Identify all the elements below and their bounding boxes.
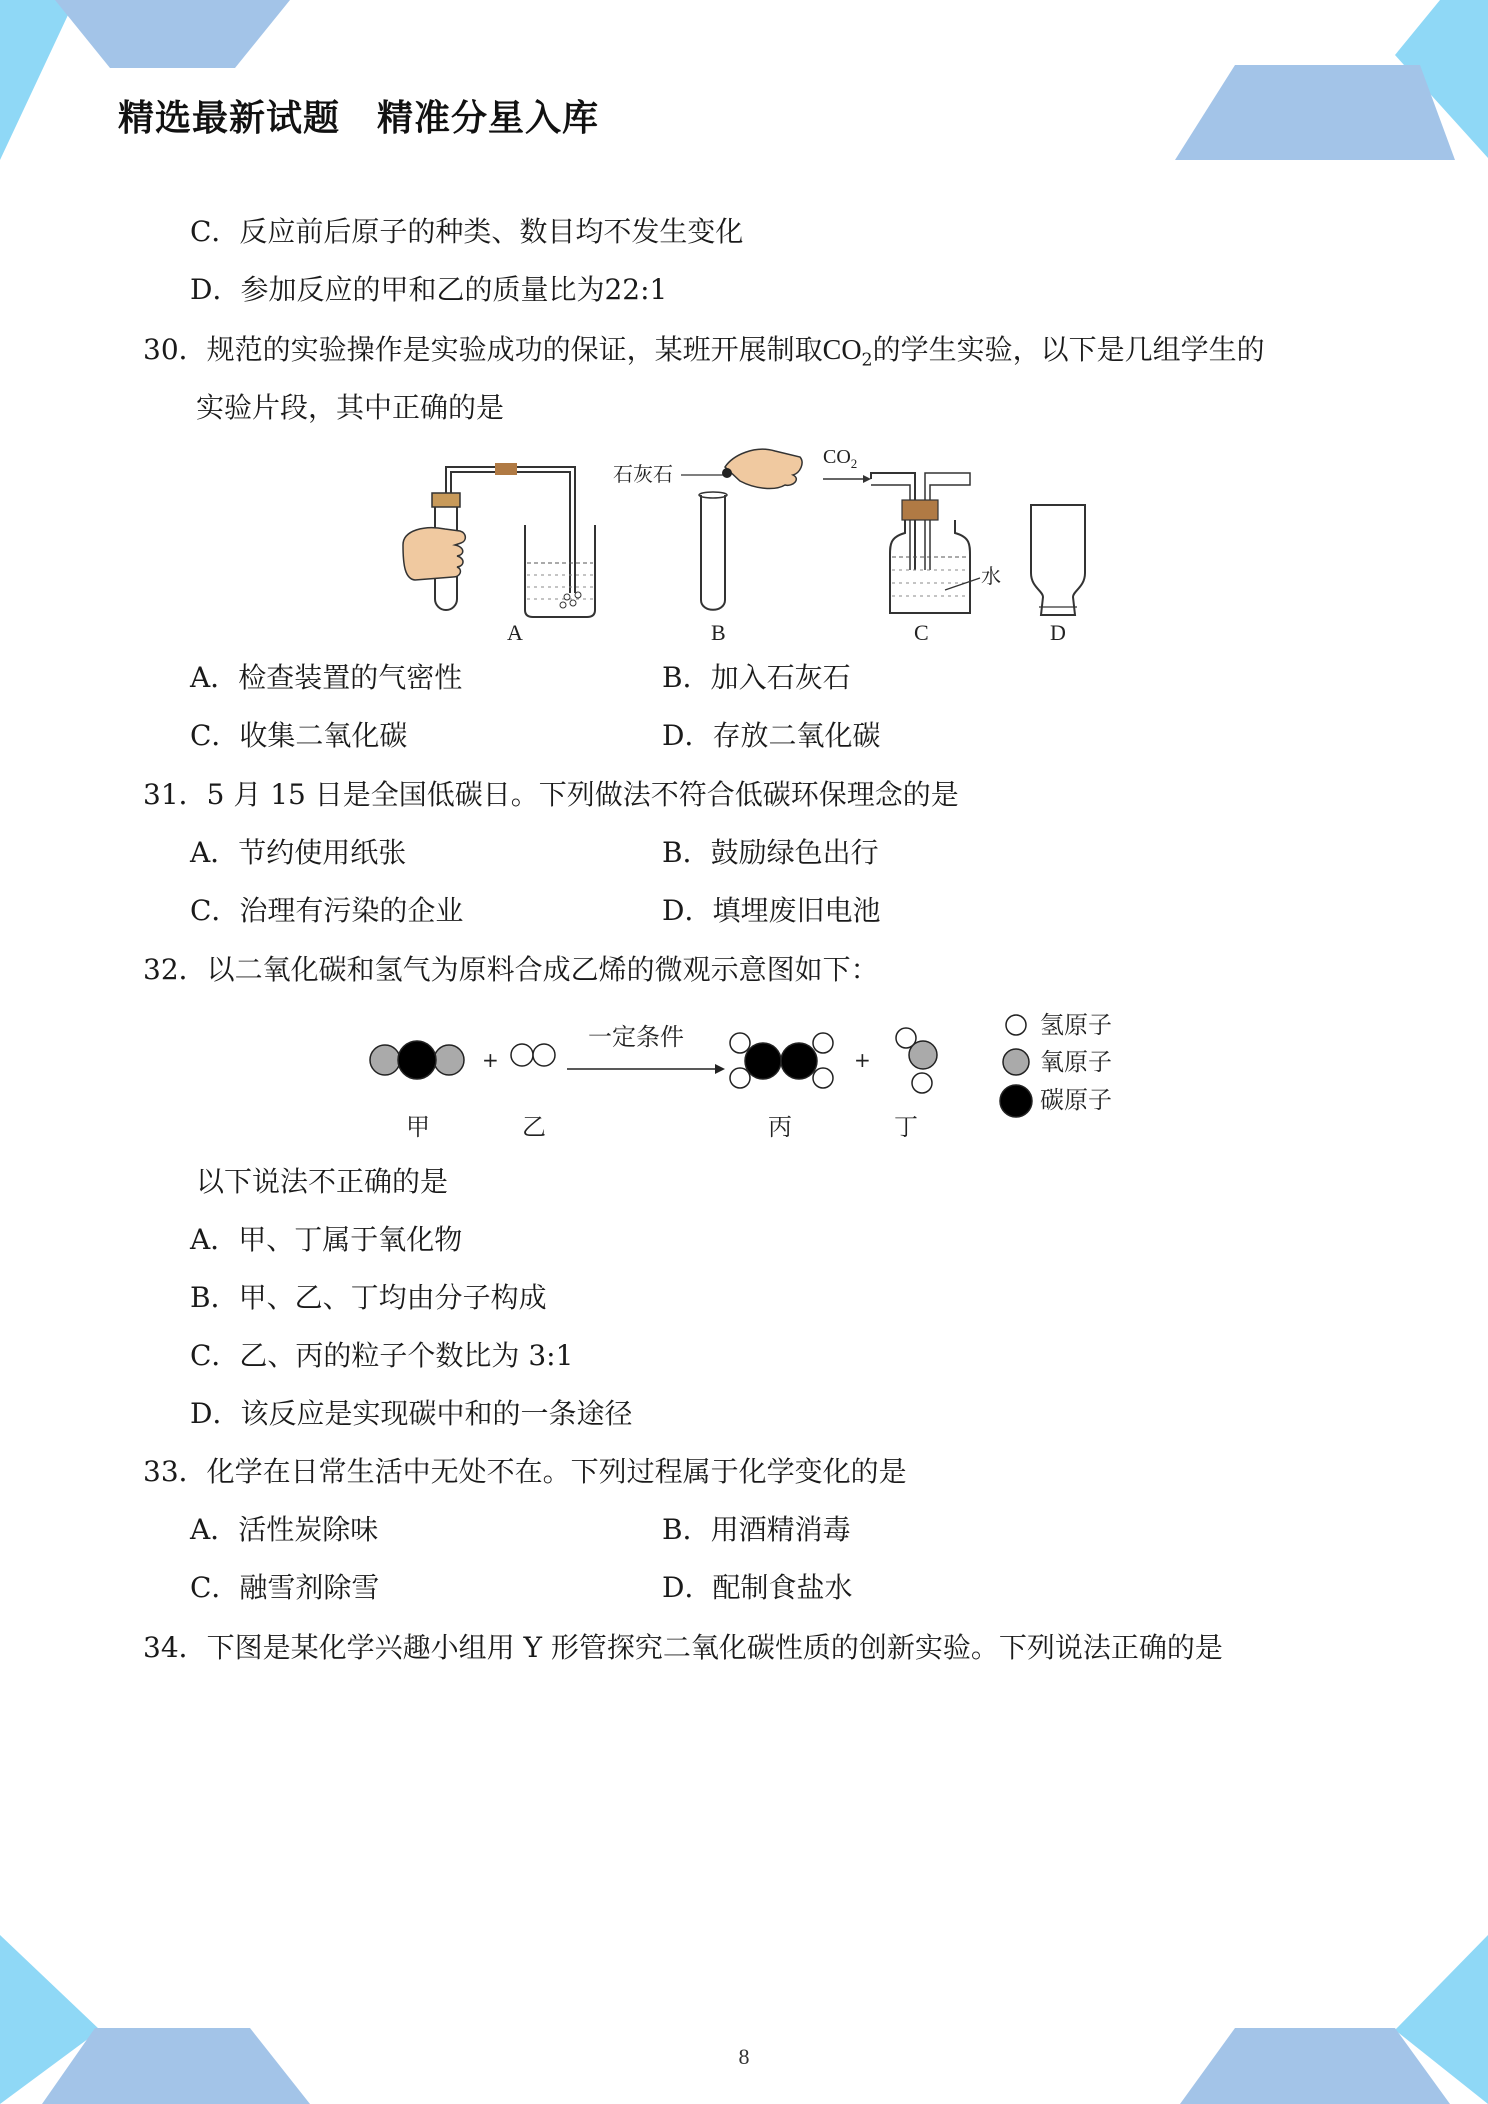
q31-option-c: C．治理有污染的企业 [190,894,464,927]
atom-legend [1000,1011,1112,1117]
apparatus-a [403,463,595,617]
q31-stem: 31．5 月 15 日是全国低碳日。下列做法不符合低碳环保理念的是 [143,778,959,811]
q33-option-c: C．融雪剂除雪 [190,1571,380,1604]
apparatus-b-label: B [711,620,726,645]
apparatus-b [681,449,802,610]
q33-option-a: A．活性炭除味 [190,1513,379,1546]
apparatus-a-label: A [507,620,523,645]
q31-option-b: B．鼓励绿色出行 [662,836,879,869]
q33-stem: 33．化学在日常生活中无处不在。下列过程属于化学变化的是 [143,1455,907,1488]
q30-option-b: B．加入石灰石 [662,661,851,694]
q30-option-c: C．收集二氧化碳 [190,719,408,752]
oxygen-atom-icon [1003,1049,1029,1075]
q32-molecule-diagram [360,1005,1140,1155]
q32-option-a: A．甲、丁属于氧化物 [190,1223,463,1256]
apparatus-d [1031,505,1085,615]
legend-carbon: 碳原子 [1040,1086,1112,1114]
hand-icon [725,449,802,488]
apparatus-d-label: D [1050,620,1066,645]
legend-oxygen: 氧原子 [1040,1048,1112,1076]
q33-option-d: D．配制食盐水 [662,1571,853,1604]
hydrogen-atom-icon [1006,1015,1026,1035]
prev-option-d: D．参加反应的甲和乙的质量比为22:1 [190,273,668,306]
q30-option-a: A．检查装置的气密性 [190,661,463,694]
q32-option-c: C．乙、丙的粒子个数比为 3:1 [190,1339,574,1372]
corner-trapezoid-top-left [55,0,290,68]
corner-trapezoid-top-right [1175,65,1455,160]
corner-triangle-top-left [0,0,75,160]
page-number: 8 [738,2044,750,2069]
q30-stem-line2: 实验片段，其中正确的是 [196,391,505,424]
q32-option-d: D．该反应是实现碳中和的一条途径 [190,1397,633,1430]
q33-option-b: B．用酒精消毒 [662,1513,851,1546]
legend-hydrogen: 氢原子 [1040,1011,1112,1039]
label-bing: 丙 [768,1113,792,1141]
molecule-yi [511,1044,555,1066]
q32-sub-stem: 以下说法不正确的是 [196,1165,449,1198]
q32-stem: 32．以二氧化碳和氢气为原料合成乙烯的微观示意图如下： [143,953,879,986]
reaction-condition: 一定条件 [588,1023,684,1051]
co2-label: $CO_2$ [823,446,858,471]
label-ding: 丁 [894,1113,918,1141]
plus-sign: + [854,1048,871,1072]
label-jia: 甲 [406,1113,430,1141]
water-label: 水 [981,564,1001,588]
page-header-title: 精选最新试题 精准分星入库 [118,98,600,139]
hand-icon [403,528,465,580]
q32-option-b: B．甲、乙、丁均由分子构成 [190,1281,547,1314]
q34-stem: 34．下图是某化学兴趣小组用 Y 形管探究二氧化碳性质的创新实验。下列说法正确的是 [143,1631,1223,1664]
q30-apparatus-figure [395,445,1115,650]
carbon-atom-icon [1000,1085,1032,1117]
molecule-bing [730,1033,833,1088]
label-yi: 乙 [522,1113,546,1141]
q30-option-d: D．存放二氧化碳 [662,719,881,752]
limestone-label: 石灰石 [613,462,673,486]
molecule-ding [896,1028,937,1093]
q30-stem-line1: 30．规范的实验操作是实验成功的保证，某班开展制取$CO_2$的学生实验，以下是几组学生的 [143,333,1265,371]
q31-option-d: D．填埋废旧电池 [662,894,881,927]
plus-sign: + [482,1048,499,1072]
apparatus-c [823,446,980,613]
prev-option-c: C．反应前后原子的种类、数目均不发生变化 [190,215,744,248]
apparatus-c-label: C [914,620,929,645]
q31-option-a: A．节约使用纸张 [190,836,407,869]
molecule-jia [370,1041,464,1079]
